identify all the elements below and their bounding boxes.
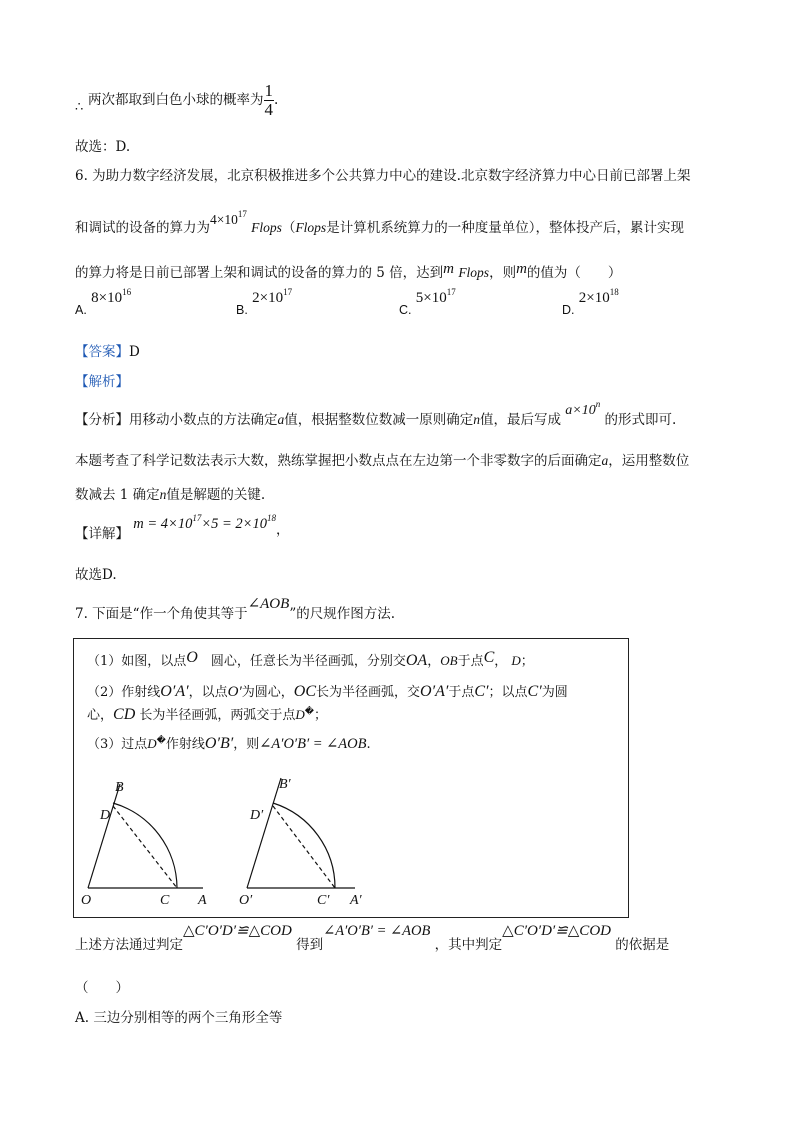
q6-compute-exp: 17 bbox=[237, 209, 247, 219]
ray-ob bbox=[88, 784, 120, 888]
eq-exp: 18 bbox=[266, 513, 276, 523]
form-base: a×10 bbox=[565, 403, 596, 418]
fenxi-text: 的形式即可. bbox=[604, 412, 677, 428]
congruence-statement: △C′O′D′≌△COD bbox=[183, 923, 292, 939]
point-d-prime: D bbox=[147, 736, 157, 751]
note-text: ，运用整数位 bbox=[608, 453, 690, 469]
broken-glyph: � bbox=[304, 707, 315, 717]
option-exp: 17 bbox=[283, 287, 293, 297]
detail-equation bbox=[133, 513, 276, 532]
option-base: 2×10 bbox=[252, 290, 284, 306]
answer-line bbox=[75, 340, 140, 360]
period: . bbox=[274, 92, 279, 108]
q6-stem-line-1: 6. 为助力数字经济发展，北京积极推进多个公共算力中心的建设.北京数字经济算力中心日前已部署上架 bbox=[75, 168, 691, 184]
segment-cd: CD bbox=[113, 706, 136, 723]
option-exp: 16 bbox=[122, 287, 132, 297]
prev-solution-line bbox=[88, 82, 278, 119]
label-c-prime: C′ bbox=[317, 893, 330, 908]
step-3 bbox=[87, 733, 371, 753]
option-base: 5×10 bbox=[415, 290, 447, 306]
detail-tag: 【详解】 bbox=[75, 526, 129, 542]
segment-oa: OA bbox=[405, 652, 428, 669]
point-d: D bbox=[511, 653, 521, 668]
q6-text: ，则 bbox=[489, 265, 517, 281]
broken-glyph: � bbox=[156, 736, 166, 746]
fenxi-line bbox=[75, 399, 677, 429]
step-text: 圆心，任意长为半径画弧，分别交 bbox=[210, 654, 406, 669]
option-letter: D. bbox=[562, 303, 575, 317]
construction-figures bbox=[73, 768, 629, 916]
step-text: 心， bbox=[87, 708, 114, 723]
q6-compute-power bbox=[210, 209, 247, 227]
arc-cd bbox=[113, 803, 177, 888]
q7-text: ，其中判定 bbox=[434, 937, 503, 953]
step-text: ； bbox=[520, 654, 534, 669]
option-letter: C. bbox=[399, 303, 412, 317]
q7-option-a: A. 三边分别相等的两个三角形全等 bbox=[75, 1010, 283, 1026]
q6-text: 和调试的设备的算力为 bbox=[75, 220, 210, 236]
angle-equation: ∠A′O′B′ = ∠AOB bbox=[259, 736, 367, 752]
answer-tag: 【答案】 bbox=[75, 344, 129, 360]
step-text: 为圆心， bbox=[241, 685, 294, 700]
eq-exp: 17 bbox=[192, 513, 202, 523]
step-text: ， bbox=[494, 654, 508, 669]
q7-text: ”的尺规作图方法. bbox=[289, 606, 396, 622]
point-o: O bbox=[186, 649, 198, 666]
step-text: （2）作射线 bbox=[87, 685, 161, 700]
q6-text: 是计算机系统算力的一种度量单位），整体投产后，累计实现 bbox=[326, 220, 684, 236]
option-base: 8×10 bbox=[91, 290, 123, 306]
ray-ob-prime-line bbox=[247, 778, 281, 888]
step-text: 作射线 bbox=[165, 737, 205, 752]
fenxi-text: 值，最后写成 bbox=[480, 412, 561, 428]
comma: ， bbox=[275, 522, 290, 538]
var-m: m bbox=[443, 261, 455, 277]
var-a: a bbox=[601, 453, 609, 468]
label-b-prime: B′ bbox=[279, 777, 291, 792]
note-text: 值是解题的关键. bbox=[166, 487, 266, 503]
q7-paren: （ ） bbox=[75, 980, 129, 996]
option-base: 2×10 bbox=[578, 290, 610, 306]
flops-unit: Flops bbox=[251, 220, 282, 235]
therefore-symbol: ∴ bbox=[75, 100, 84, 115]
q6-compute-base: 4×10 bbox=[210, 212, 238, 227]
var-a: a bbox=[277, 412, 285, 427]
angle-aob: ∠AOB bbox=[247, 596, 290, 612]
step-text: （1）如图，以点 bbox=[87, 654, 187, 669]
var-n: n bbox=[159, 487, 167, 502]
step-2-cont bbox=[87, 704, 327, 724]
q6-stem-line-2 bbox=[75, 209, 684, 236]
option-d bbox=[562, 287, 619, 317]
flops-unit: Flops bbox=[295, 220, 327, 235]
step-text: ，以点 bbox=[188, 685, 228, 700]
point-c-prime: C′ bbox=[474, 683, 489, 700]
label-o-prime: O′ bbox=[239, 893, 253, 908]
step-text: ，则 bbox=[233, 737, 260, 752]
point-c: C bbox=[483, 649, 495, 666]
prev-solution-text: 两次都取到白色小球的概率为 bbox=[88, 92, 264, 108]
option-exp: 18 bbox=[609, 287, 619, 297]
note-text: 数减去 1 确定 bbox=[75, 487, 160, 503]
q6-stem-line-3 bbox=[75, 261, 621, 282]
sci-notation-form bbox=[565, 399, 601, 418]
option-b bbox=[236, 287, 293, 317]
step-text: （3）过点 bbox=[87, 737, 148, 752]
q6-text: （ bbox=[281, 220, 296, 236]
var-n: n bbox=[473, 412, 480, 427]
label-c: C bbox=[160, 893, 170, 908]
q7-text: 的依据是 bbox=[615, 937, 670, 953]
step-text: ， bbox=[427, 654, 441, 669]
step-text: 于点 bbox=[448, 685, 475, 700]
ray-oa-prime: O′A′ bbox=[160, 683, 189, 700]
step-text: ；以点 bbox=[488, 685, 528, 700]
q7-text: 7. 下面是“作一个角使其等于 bbox=[75, 606, 248, 622]
step-text: 长为半径画弧，两弧交于点 bbox=[139, 708, 296, 723]
analysis-tag: 【解析】 bbox=[75, 374, 129, 390]
label-o: O bbox=[81, 893, 92, 908]
label-d-prime: D′ bbox=[250, 808, 264, 823]
fenxi-text: 值，根据整数位数减一原则确定 bbox=[284, 412, 474, 428]
step-text: ； bbox=[314, 708, 328, 723]
label-b: B bbox=[115, 780, 124, 795]
segment-ob: OB bbox=[440, 653, 458, 668]
label-a-prime: A′ bbox=[350, 893, 362, 908]
q6-text: 的值为（ ） bbox=[526, 265, 622, 281]
step-text: . bbox=[366, 737, 371, 752]
prev-conclusion: 故选：D. bbox=[75, 139, 131, 155]
q6-text: 的算力将是日前已部署上架和调试的设备的算力的 5 倍，达到 bbox=[75, 265, 444, 281]
label-d: D bbox=[100, 808, 111, 823]
ray-ob-prime: O′B′ bbox=[204, 735, 234, 752]
step-2 bbox=[87, 681, 568, 701]
eq-part: ×5 = 2×10 bbox=[201, 516, 267, 532]
probability-fraction bbox=[264, 82, 275, 119]
point-d-prime: D bbox=[295, 707, 305, 722]
step-1 bbox=[87, 650, 534, 670]
fenxi-text: 【分析】用移动小数点的方法确定 bbox=[75, 412, 278, 428]
option-letter: B. bbox=[236, 303, 248, 317]
point-o-prime: O′ bbox=[227, 684, 242, 700]
note-line-1 bbox=[75, 449, 689, 469]
detail-line bbox=[75, 512, 290, 542]
congruence-statement: △C′O′D′≌△COD bbox=[502, 923, 611, 939]
figure-original-angle bbox=[88, 784, 203, 888]
step-text: 于点 bbox=[457, 654, 484, 669]
option-a bbox=[75, 287, 132, 317]
var-m: m bbox=[516, 261, 527, 277]
point-c-prime: C′ bbox=[527, 683, 542, 700]
flops-unit: Flops bbox=[458, 265, 490, 280]
q7-followup bbox=[75, 919, 670, 953]
eq-part: m = 4×10 bbox=[133, 516, 193, 532]
q7-text: 上述方法通过判定 bbox=[75, 937, 183, 953]
q6-conclusion: 故选D. bbox=[75, 567, 117, 583]
label-a: A bbox=[198, 893, 207, 908]
option-letter: A. bbox=[75, 303, 87, 317]
answer-value: D bbox=[129, 344, 140, 360]
note-line-2 bbox=[75, 483, 265, 503]
form-exp: n bbox=[595, 399, 601, 409]
ray-oa-prime: O′A′ bbox=[420, 683, 449, 700]
q7-stem bbox=[75, 592, 396, 622]
option-c bbox=[399, 287, 456, 317]
step-text: 长为半径画弧，交 bbox=[316, 685, 421, 700]
fraction-numerator: 1 bbox=[264, 81, 273, 100]
step-text: 为圆 bbox=[541, 685, 568, 700]
segment-oc: OC bbox=[293, 683, 316, 700]
note-text: 本题考查了科学记数法表示大数，熟练掌握把小数点点在左边第一个非零数字的后面确定 bbox=[75, 453, 602, 469]
option-exp: 17 bbox=[446, 287, 456, 297]
q7-text: 得到 bbox=[296, 937, 324, 953]
fraction-denominator: 4 bbox=[264, 100, 273, 119]
figure-constructed-angle bbox=[247, 778, 355, 888]
angle-equation: ∠A′O′B′ = ∠AOB bbox=[323, 923, 431, 939]
